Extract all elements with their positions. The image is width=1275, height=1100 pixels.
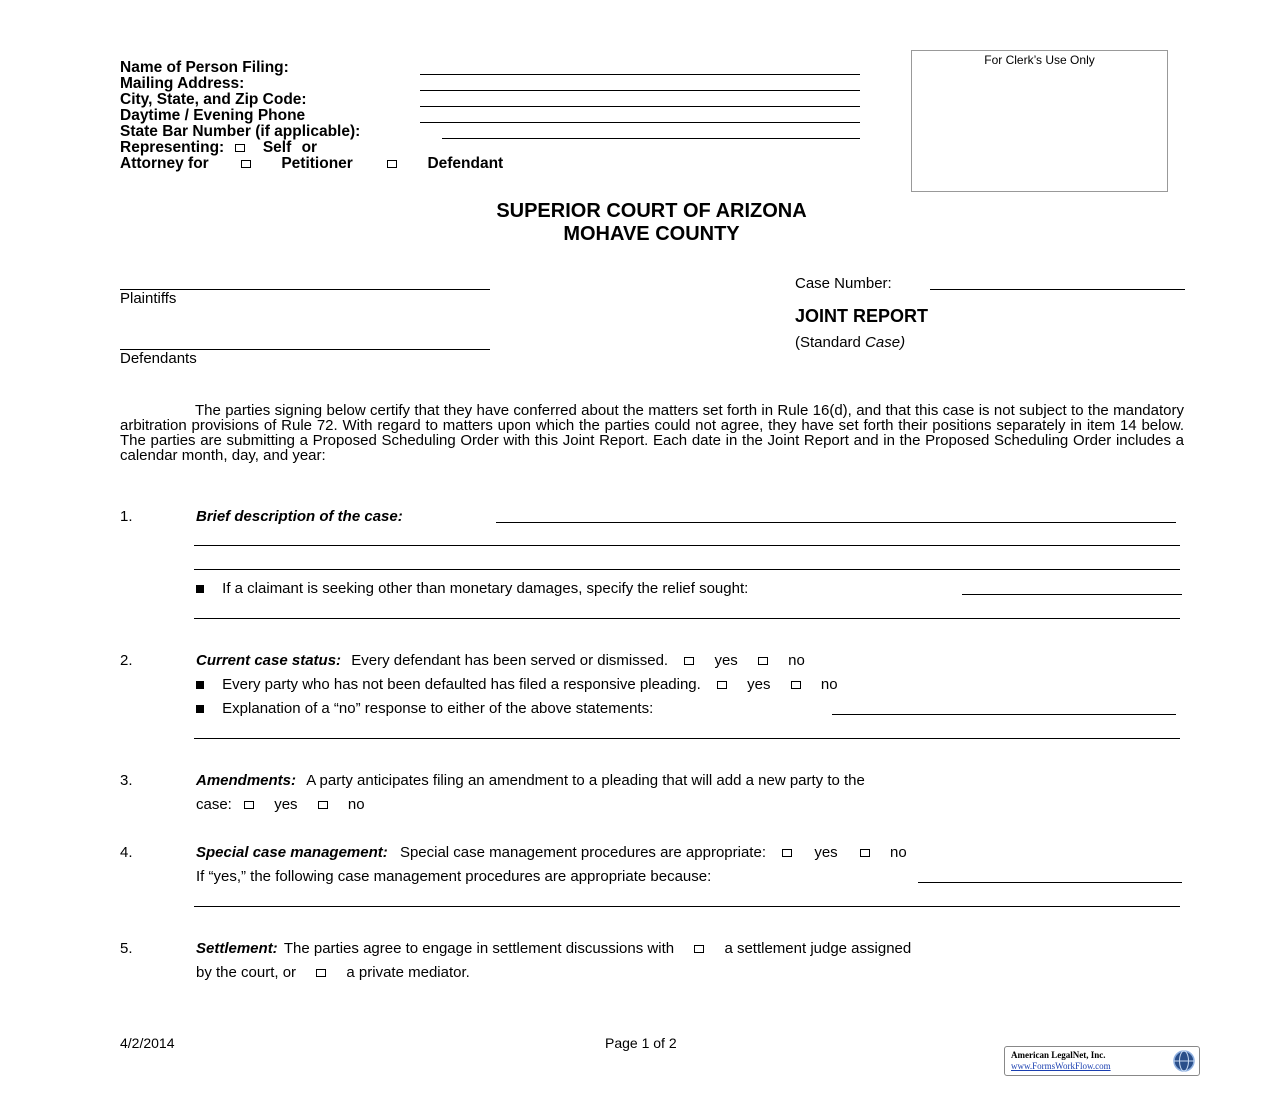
court-line2: MOHAVE COUNTY (563, 223, 740, 245)
served-yes-label: yes (714, 652, 738, 669)
subtitle-standard: (Standard (795, 334, 861, 351)
bar-number-field[interactable] (442, 138, 860, 139)
report-title: JOINT REPORT (795, 306, 929, 326)
intro-paragraph (120, 403, 1184, 463)
bar-label: State Bar Number (if applicable): (120, 123, 361, 140)
city-label: City, State, and Zip Code: (120, 91, 307, 108)
special-yes-label: yes (814, 844, 838, 861)
item4-text2: If “yes,” the following case management procedures are appropriate because: (196, 868, 712, 885)
defendant-label: Defendant (427, 155, 504, 172)
item1-field-line3[interactable] (194, 569, 1180, 570)
relief-sought-field-line2[interactable] (194, 618, 1180, 619)
petitioner-checkbox[interactable] (241, 160, 251, 168)
footer-logo (1004, 1046, 1200, 1076)
item4-text: Special case management procedures are appropriate: (399, 844, 766, 861)
item5-text: The parties agree to engage in settlement discussions with (283, 940, 675, 957)
item2-title: Current case status: (196, 652, 342, 669)
case-number-label: Case Number: (795, 275, 892, 292)
subtitle-case: Case) (865, 334, 906, 351)
name-field[interactable] (420, 74, 860, 75)
logo-company: American LegalNet, Inc. (1011, 1050, 1106, 1060)
item2-bullet1-text: Every party who has not been defaulted has filed a responsive pleading. (222, 676, 701, 693)
intro-text: The parties signing below certify that they have conferred about the matters set forth in Rule 16(d), and that this case is not subject to the mandatory arbitration provisions of Rule 72. With regard to matters upon which the parties could not agree, they have set forth their positions separately in item 14 below. The parties are submitting a Proposed Scheduling Order with this Joint Report. Each date in the Joint Report and in the Proposed Scheduling Order includes a calendar month, day, and year: (120, 402, 1184, 464)
relief-sought-field[interactable] (962, 594, 1182, 595)
amendment-no-checkbox[interactable] (318, 801, 328, 809)
item1-bullet-text: If a claimant is seeking other than monetary damages, specify the relief sought: (222, 580, 749, 597)
item2-bullet1 (196, 676, 838, 693)
item5-row (196, 940, 911, 957)
bullet-icon (196, 705, 204, 713)
served-no-label: no (788, 652, 805, 669)
procedures-field-line2[interactable] (194, 906, 1180, 907)
amendment-yes-checkbox[interactable] (244, 801, 254, 809)
item1-bullet (196, 580, 748, 597)
item4-title: Special case management: (196, 844, 388, 861)
item3-number: 3. (120, 772, 133, 789)
representing-row (120, 140, 503, 156)
clerk-use-box (911, 50, 1168, 192)
item2-bullet2-text: Explanation of a “no” response to either of the above statements: (222, 700, 654, 717)
pleading-yes-label: yes (747, 676, 771, 693)
item5-text2: by the court, or (196, 964, 297, 981)
pleading-no-label: no (820, 676, 838, 693)
item1-field-line2[interactable] (194, 545, 1180, 546)
item2-bullet2 (196, 700, 653, 717)
city-field[interactable] (420, 106, 860, 107)
filer-info-block (120, 60, 503, 172)
item4-number: 4. (120, 844, 133, 861)
item3-row (196, 772, 865, 789)
no-explanation-field[interactable] (832, 714, 1176, 715)
defendants-label: Defendants (120, 350, 197, 367)
footer-date: 4/2/2014 (120, 1035, 175, 1051)
representing-label: Representing: (120, 139, 225, 156)
special-yes-checkbox[interactable] (782, 849, 792, 857)
item2-text: Every defendant has been served or dismissed. (351, 652, 669, 669)
procedures-field[interactable] (918, 882, 1182, 883)
item5-number: 5. (120, 940, 133, 957)
report-subtitle (795, 334, 905, 351)
private-mediator-label: a private mediator. (346, 964, 470, 981)
no-explanation-field-line2[interactable] (194, 738, 1180, 739)
settlement-judge-checkbox[interactable] (694, 945, 704, 953)
petitioner-label: Petitioner (281, 155, 353, 172)
item3-row2 (196, 796, 365, 813)
item2-row (196, 652, 805, 669)
amendment-yes-label: yes (274, 796, 298, 813)
footer-page: Page 1 of 2 (605, 1035, 677, 1051)
self-label: Self (262, 139, 292, 156)
served-yes-checkbox[interactable] (684, 657, 694, 665)
item3-text: A party anticipates filing an amendment to a pleading that will add a new party to the (306, 772, 865, 789)
item4-row (196, 844, 907, 861)
item1-field-line1[interactable] (496, 522, 1176, 523)
item5-title: Settlement: (196, 940, 278, 957)
item3-title: Amendments: (196, 772, 297, 789)
item1-title: Brief description of the case: (196, 508, 403, 525)
plaintiffs-label: Plaintiffs (120, 290, 177, 307)
address-field[interactable] (420, 90, 860, 91)
pleading-yes-checkbox[interactable] (717, 681, 727, 689)
item2-number: 2. (120, 652, 133, 669)
court-line1: SUPERIOR COURT OF ARIZONA (496, 200, 807, 222)
clerk-label: For Clerk’s Use Only (984, 53, 1095, 67)
bullet-icon (196, 585, 204, 593)
item3-text2: case: (196, 796, 232, 813)
special-no-checkbox[interactable] (860, 849, 870, 857)
pleading-no-checkbox[interactable] (791, 681, 801, 689)
or-label: or (301, 139, 318, 156)
address-label: Mailing Address: (120, 75, 245, 92)
private-mediator-checkbox[interactable] (316, 969, 326, 977)
attorney-row (120, 156, 503, 172)
settlement-judge-label: a settlement judge assigned (724, 940, 912, 957)
case-number-field[interactable] (930, 289, 1185, 290)
court-title (0, 200, 1275, 246)
amendment-no-label: no (347, 796, 365, 813)
self-checkbox[interactable] (235, 144, 245, 152)
served-no-checkbox[interactable] (758, 657, 768, 665)
logo-url: www.FormsWorkFlow.com (1011, 1061, 1111, 1071)
defendant-checkbox[interactable] (387, 160, 397, 168)
bullet-icon (196, 681, 204, 689)
globe-icon (1172, 1049, 1196, 1073)
attorney-label: Attorney for (120, 155, 209, 172)
item5-row2 (196, 964, 470, 981)
item1-number: 1. (120, 508, 133, 525)
phone-field[interactable] (420, 122, 860, 123)
phone-label: Daytime / Evening Phone (120, 107, 306, 124)
special-no-label: no (890, 844, 907, 861)
name-label: Name of Person Filing: (120, 59, 289, 76)
